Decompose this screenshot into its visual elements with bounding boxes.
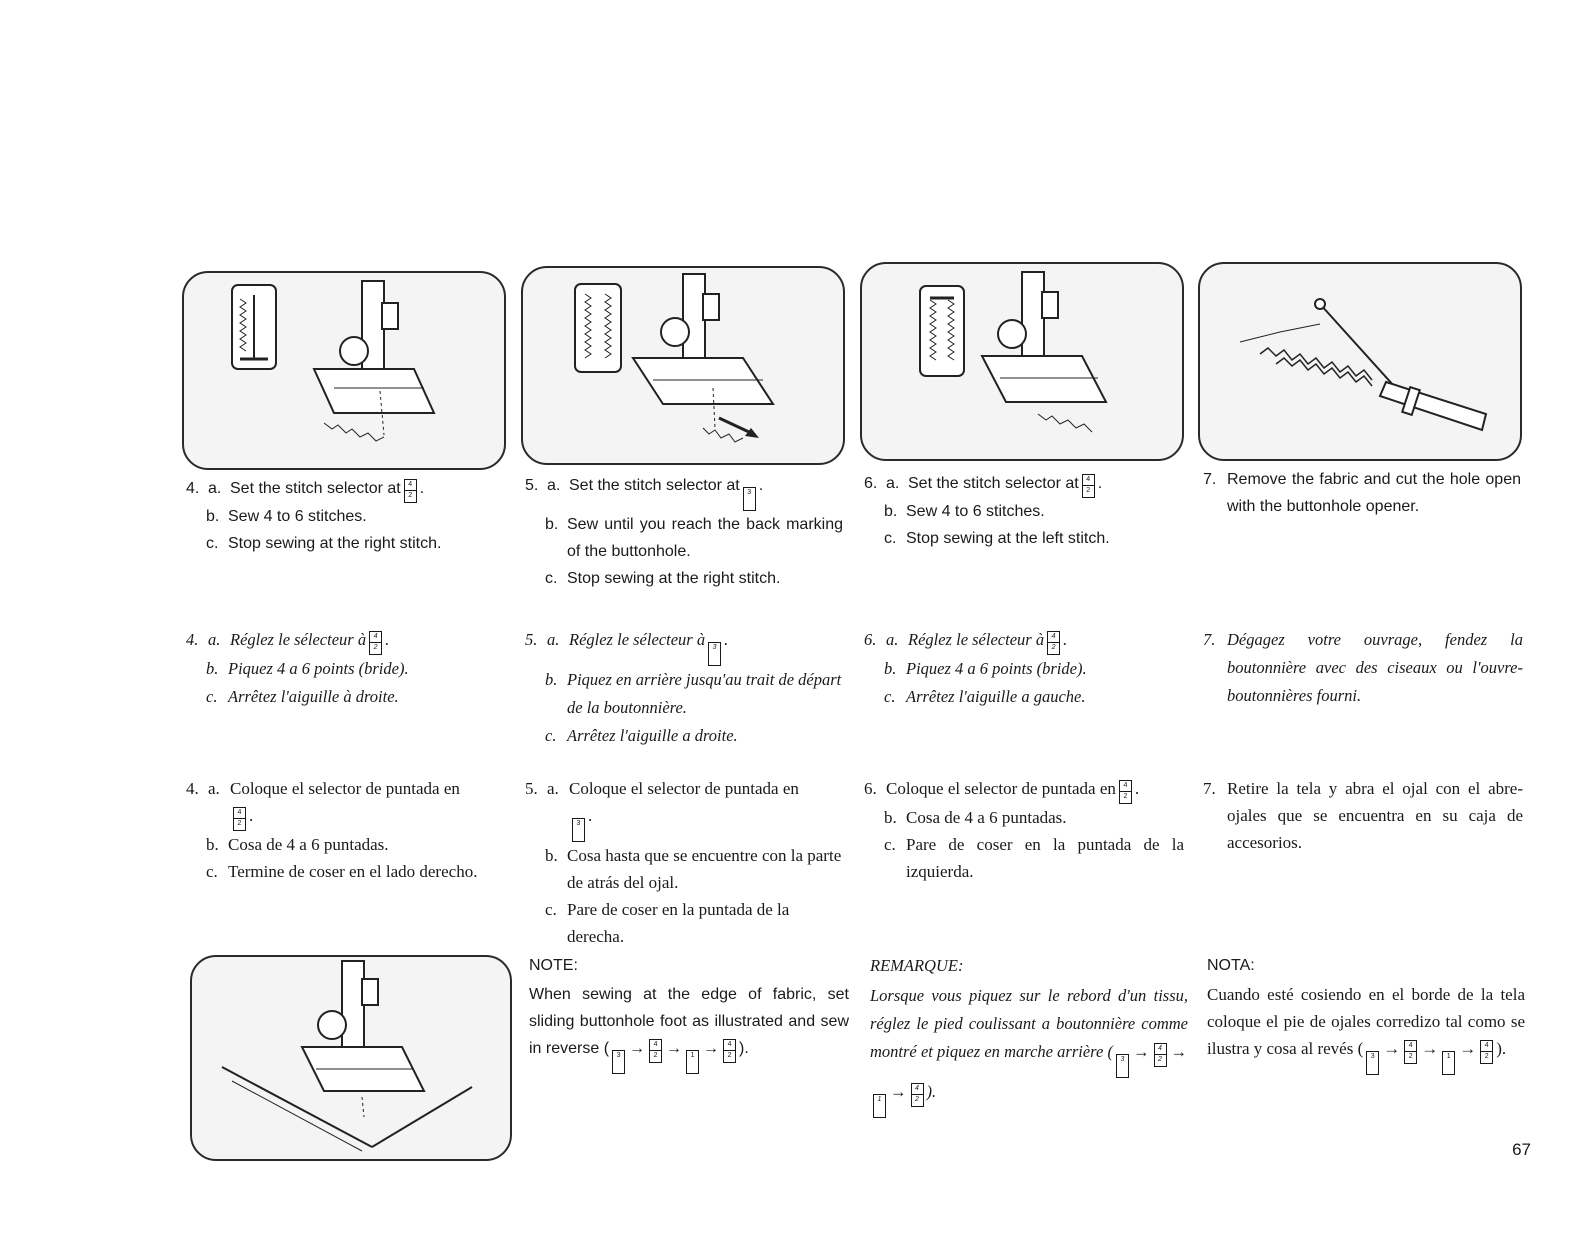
stitch-selector-4-2-icon: $\frac{4}{2}$ [1082,474,1095,498]
fr-note: REMARQUE: Lorsque vous piquez sur le rebord d'un tissu, réglez le pied coulissant a boutonnière comme montré et piquez en marche arrière ( 3 → $\frac{4}{2}$ → 1 → $\frac{4}{2}$ ). [870,952,1188,1118]
fr-step-4: 4. a. Réglez le sélecteur à $\frac{4}{2}$ . b. Piquez 4 a 6 points (bride). c. Arrêtez l'aiguille à droite. [186,626,506,711]
en-step-7: 7. Remove the fabric and cut the hole open with the buttonhole opener. [1203,466,1521,520]
arrow-right-icon: → [629,1040,646,1057]
stitch-selector-4-2-icon: $\frac{4}{2}$ [723,1039,736,1063]
step-5c-text: Stop sewing at the right stitch. [567,570,781,587]
stitch-selector-1-icon: 1 [1442,1051,1455,1075]
step-4c-text: Stop sewing at the right stitch. [228,535,442,552]
buttonhole-opener-drawing [1200,264,1520,459]
es-step-4: 4. a. Coloque el selector de puntada en $\frac{4}{2}$ . b. Cosa de 4 a 6 puntadas. c. Termine de coser en el lado derecho. [186,775,506,885]
es-step-6a-text: Coloque el selector de puntada en [886,779,1116,798]
illustration-step-4 [182,271,506,470]
stitch-selector-4-2-icon: $\frac{4}{2}$ [1480,1040,1493,1064]
arrow-right-icon: → [1421,1039,1439,1058]
stitch-selector-4-2-icon: $\frac{4}{2}$ [404,479,417,503]
note-text: Cuando esté cosiendo en el borde de la tela coloque el pie de ojales corredizo tal como se ilustra y cosa al revés ( [1207,985,1525,1058]
es-step-6: 6. Coloque el selector de puntada en $\frac{4}{2}$ . b. Cosa de 4 a 6 puntadas. c. Pare de coser en la puntada de la izquierda. [864,775,1184,885]
stitch-selector-4-2-icon: $\frac{4}{2}$ [1154,1043,1167,1067]
fr-step-6a-text: Réglez le sélecteur à [908,630,1045,649]
page-number: 67 [1512,1140,1531,1159]
stitch-selector-3-icon: 3 [612,1050,625,1074]
illustration-step-5 [521,266,845,465]
es-note: NOTA: Cuando esté cosiendo en el borde de la tela coloque el pie de ojales corredizo tal como se ilustra y cosa al revés ( 3 → $\frac{4}{2}$ → 1 → $\frac{4}{2}$ ). [1207,952,1525,1075]
note-text: When sewing at the edge of fabric, set sliding buttonhole foot as illustrated and sew in reverse ( [529,986,849,1057]
fr-step-4c-text: Arrêtez l'aiguille à droite. [228,687,399,706]
fr-step-6: 6. a. Réglez le sélecteur à $\frac{4}{2}$ . b. Piquez 4 a 6 points (bride). c. Arrêtez l'aiguille a gauche. [864,626,1182,711]
fr-step-7: 7. Dégagez votre ouvrage, fendez la boutonnière avec des ciseaux ou l'ouvre-boutonnières fourni. [1203,626,1523,710]
sewing-foot-drawing [862,264,1182,459]
es-step-4b-text: Cosa de 4 a 6 puntadas. [228,835,389,854]
stitch-selector-3-icon: 3 [743,487,756,511]
es-step-7-text: Retire la tela y abra el ojal con el abre-ojales que se encuentra en su caja de accesorios. [1227,779,1523,852]
es-step-5: 5. a. Coloque el selector de puntada en 3 . b. Cosa hasta que se encuentre con la parte de atrás del ojal. c. Pare de coser en la puntada de la derecha. [525,775,847,950]
arrow-right-icon: → [890,1082,907,1101]
es-step-7: 7. Retire la tela y abra el ojal con el abre-ojales que se encuentra en su caja de accesorios. [1203,775,1523,856]
substep-letter: a. [208,480,222,497]
stitch-selector-4-2-icon: $\frac{4}{2}$ [1404,1040,1417,1064]
note-heading: REMARQUE: [870,956,964,975]
step-4b-text: Sew 4 to 6 stitches. [228,508,367,525]
step-6a-text: Set the stitch selector at [908,475,1079,492]
fr-step-6b-text: Piquez 4 a 6 points (bride). [906,659,1087,678]
en-note: NOTE: When sewing at the edge of fabric, set sliding buttonhole foot as illustrated and sew in reverse ( 3 → $\frac{4}{2}$ → 1 → $\frac{4}{2}$ ). [529,952,849,1074]
step-7-text: Remove the fabric and cut the hole open with the buttonhole opener. [1227,471,1521,515]
fr-step-4b-text: Piquez 4 a 6 points (bride). [228,659,409,678]
fr-step-6c-text: Arrêtez l'aiguille a gauche. [906,687,1086,706]
step-4a-text: Set the stitch selector at [230,480,401,497]
step-number: 4. [186,480,200,497]
es-step-6c-text: Pare de coser en la puntada de la izquierda. [906,835,1184,881]
fr-step-4a-text: Réglez le sélecteur à [230,630,367,649]
fr-step-5: 5. a. Réglez le sélecteur à 3 . b. Piquez en arrière jusqu'au trait de départ de la boutonnière. c. Arrêtez l'aiguille a droite. [525,626,843,750]
sewing-foot-drawing [523,268,843,463]
arrow-right-icon: → [1383,1039,1401,1058]
note-text: Lorsque vous piquez sur le rebord d'un tissu, réglez le pied coulissant a boutonnière comme montré et piquez en marche arrière ( [870,986,1188,1061]
arrow-right-icon: → [1459,1039,1477,1058]
step-6c-text: Stop sewing at the left stitch. [906,530,1110,547]
arrow-right-icon: → [1170,1042,1187,1061]
fr-step-7-text: Dégagez votre ouvrage, fendez la boutonnière avec des ciseaux ou l'ouvre-boutonnières fourni. [1227,630,1523,705]
arrow-right-icon: → [1133,1042,1150,1061]
illustration-edge-sewing [190,955,512,1161]
en-step-4: 4. a. Set the stitch selector at $\frac{4}{2}$ . b. Sew 4 to 6 stitches. c. Stop sewing at the right stitch. [186,475,506,557]
stitch-selector-3-icon: 3 [572,818,585,842]
es-step-4c-text: Termine de coser en el lado derecho. [228,862,478,881]
note-heading: NOTA: [1207,957,1255,974]
en-step-6: 6. a. Set the stitch selector at $\frac{4}{2}$ . b. Sew 4 to 6 stitches. c. Stop sewing at the left stitch. [864,470,1182,552]
step-5a-text: Set the stitch selector at [569,477,740,494]
es-step-4a-text: Coloque el selector de puntada en [230,779,460,798]
es-step-6b-text: Cosa de 4 a 6 puntadas. [906,808,1067,827]
es-step-5c-text: Pare de coser en la puntada de la derecha. [567,900,790,946]
stitch-selector-4-2-icon: $\frac{4}{2}$ [369,631,382,655]
stitch-selector-4-2-icon: $\frac{4}{2}$ [1119,780,1132,804]
note-heading: NOTE: [529,957,578,974]
fr-step-5a-text: Réglez le sélecteur à [569,630,706,649]
sewing-foot-drawing [184,273,504,468]
arrow-right-icon: → [666,1040,683,1057]
illustration-step-6 [860,262,1184,461]
illustration-step-7 [1198,262,1522,461]
stitch-selector-3-icon: 3 [708,642,721,666]
step-6b-text: Sew 4 to 6 stitches. [906,503,1045,520]
stitch-selector-1-icon: 1 [873,1094,886,1118]
stitch-selector-4-2-icon: $\frac{4}{2}$ [1047,631,1060,655]
en-step-5: 5. a. Set the stitch selector at 3 . b. Sew until you reach the back marking of the buttonhole. c. Stop sewing at the right stitch. [525,472,843,592]
stitch-selector-4-2-icon: $\frac{4}{2}$ [649,1039,662,1063]
stitch-selector-3-icon: 3 [1116,1054,1129,1078]
stitch-selector-4-2-icon: $\frac{4}{2}$ [233,807,246,831]
stitch-selector-4-2-icon: $\frac{4}{2}$ [911,1083,924,1107]
es-step-5b-text: Cosa hasta que se encuentre con la parte de atrás del ojal. [567,846,842,892]
fr-step-5b-text: Piquez en arrière jusqu'au trait de départ de la boutonnière. [567,670,842,717]
sewing-foot-edge-drawing [192,957,510,1159]
stitch-selector-1-icon: 1 [686,1050,699,1074]
fr-step-5c-text: Arrêtez l'aiguille a droite. [567,726,738,745]
stitch-selector-3-icon: 3 [1366,1051,1379,1075]
arrow-right-icon: → [703,1040,720,1057]
step-5b-text: Sew until you reach the back marking of the buttonhole. [567,516,843,560]
es-step-5a-text: Coloque el selector de puntada en [569,779,799,798]
